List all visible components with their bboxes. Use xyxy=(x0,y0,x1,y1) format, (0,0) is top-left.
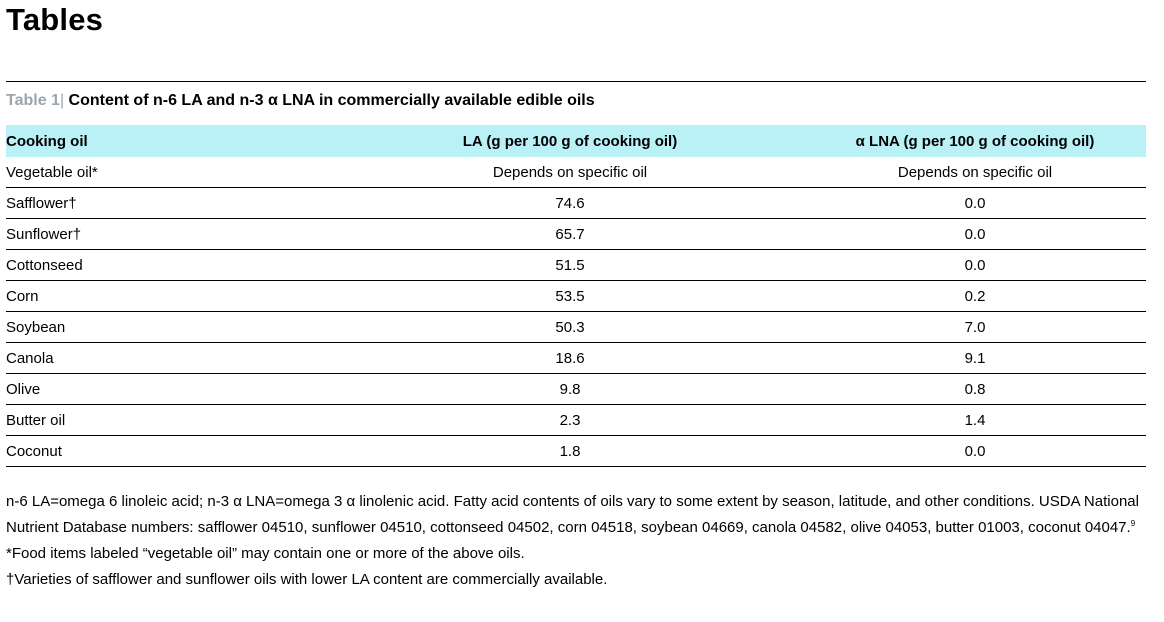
cell-lna: 9.1 xyxy=(804,343,1146,374)
cell-lna: 7.0 xyxy=(804,312,1146,343)
caption-separator: | xyxy=(59,92,65,109)
cell-oil: Sunflower† xyxy=(6,219,336,250)
cell-oil: Soybean xyxy=(6,312,336,343)
cell-la: 18.6 xyxy=(336,343,804,374)
cell-la: Depends on specific oil xyxy=(336,157,804,188)
cell-oil: Canola xyxy=(6,343,336,374)
cell-lna: 0.0 xyxy=(804,436,1146,467)
cell-oil: Vegetable oil* xyxy=(6,157,336,188)
table-label: Table 1 xyxy=(6,92,60,109)
cell-la: 65.7 xyxy=(336,219,804,250)
cell-la: 53.5 xyxy=(336,281,804,312)
section-title: Tables xyxy=(6,2,104,37)
note-abbreviations-text: n-6 LA=omega 6 linoleic acid; n-3 α LNA=omega 3 α linolenic acid. Fatty acid contents of oils vary to some extent by season, latitude, and other conditions. USDA National Nutrient Database numbers: safflower 04510, sunflower 04510, cottonseed 04502, corn 04518, soybean 04669, canola 04582, olive 04053, butter 01003, coconut 04047. xyxy=(6,493,1139,536)
table-header-row xyxy=(6,125,1146,157)
cell-lna: 0.2 xyxy=(804,281,1146,312)
table-row xyxy=(6,219,1146,250)
cell-la: 1.8 xyxy=(336,436,804,467)
table-row xyxy=(6,281,1146,312)
cell-oil: Coconut xyxy=(6,436,336,467)
cell-lna: 1.4 xyxy=(804,405,1146,436)
cell-lna: 0.0 xyxy=(804,188,1146,219)
header-cooking-oil: Cooking oil xyxy=(6,125,336,157)
cell-la: 74.6 xyxy=(336,188,804,219)
cell-la: 50.3 xyxy=(336,312,804,343)
top-divider xyxy=(6,81,1146,82)
header-la: LA (g per 100 g of cooking oil) xyxy=(336,125,804,157)
cell-la: 51.5 xyxy=(336,250,804,281)
note-abbreviations xyxy=(6,489,1156,541)
cell-la: 9.8 xyxy=(336,374,804,405)
header-lna: α LNA (g per 100 g of cooking oil) xyxy=(804,125,1146,157)
cell-lna: Depends on specific oil xyxy=(804,157,1146,188)
table-row xyxy=(6,436,1146,467)
cell-oil: Butter oil xyxy=(6,405,336,436)
table-caption-text: Content of n-6 LA and n-3 α LNA in commercially available edible oils xyxy=(64,92,595,109)
note-vegetable-oil: *Food items labeled “vegetable oil” may contain one or more of the above oils. xyxy=(6,545,525,562)
table-row xyxy=(6,250,1146,281)
note-varieties: †Varieties of safflower and sunflower oils with lower LA content are commercially available. xyxy=(6,571,608,588)
table-row xyxy=(6,374,1146,405)
oil-content-table xyxy=(6,125,1146,467)
table-row xyxy=(6,343,1146,374)
table-row xyxy=(6,405,1146,436)
table-notes xyxy=(6,489,1156,593)
cell-oil: Corn xyxy=(6,281,336,312)
cell-lna: 0.8 xyxy=(804,374,1146,405)
cell-oil: Olive xyxy=(6,374,336,405)
cell-la: 2.3 xyxy=(336,405,804,436)
table-row xyxy=(6,157,1146,188)
cell-oil: Safflower† xyxy=(6,188,336,219)
cell-lna: 0.0 xyxy=(804,250,1146,281)
table-row xyxy=(6,312,1146,343)
cell-oil: Cottonseed xyxy=(6,250,336,281)
table-row xyxy=(6,188,1146,219)
reference-superscript: 9 xyxy=(1130,519,1136,528)
cell-lna: 0.0 xyxy=(804,219,1146,250)
table-caption xyxy=(6,92,595,110)
